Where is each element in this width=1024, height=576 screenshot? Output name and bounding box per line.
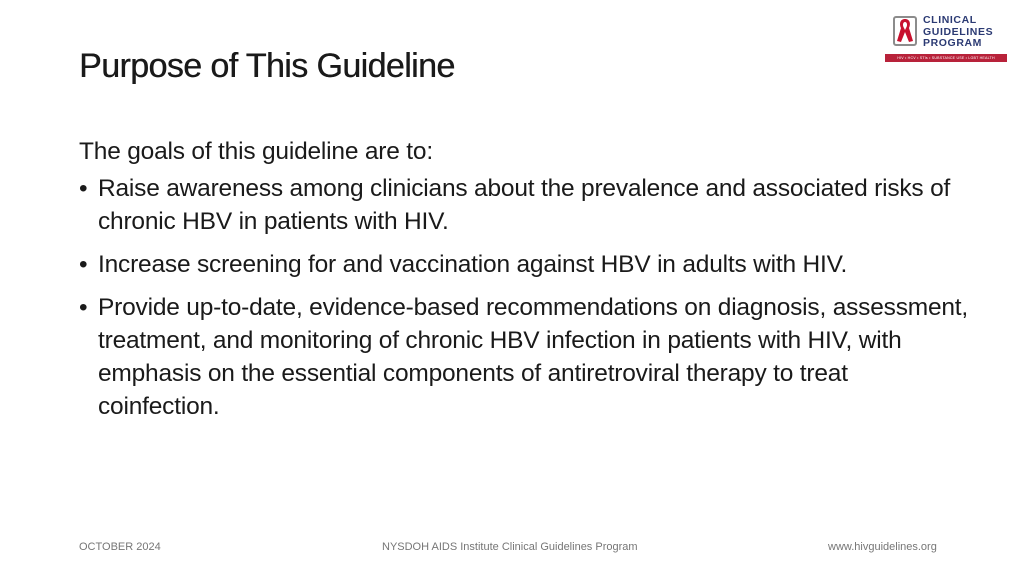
footer-date: OCTOBER 2024 xyxy=(79,541,161,553)
list-item-text: Raise awareness among clinicians about the prevalence and associated risks of chronic HBV in patients with HIV. xyxy=(98,175,951,235)
footer-url: www.hivguidelines.org xyxy=(828,541,937,553)
list-item xyxy=(79,172,969,238)
list-item-text: Increase screening for and vaccination against HBV in adults with HIV. xyxy=(98,251,848,278)
list-item xyxy=(79,291,969,423)
intro-text: The goals of this guideline are to: xyxy=(79,138,433,165)
bullet-icon: • xyxy=(79,251,88,278)
logo-line-3: PROGRAM xyxy=(923,37,983,49)
goals-list xyxy=(79,172,969,423)
bullet-icon: • xyxy=(79,175,88,202)
logo-tagline: HIV • HCV • STIs • SUBSTANCE USE • LGBT HEALTH xyxy=(885,54,1007,62)
slide-title: Purpose of This Guideline xyxy=(79,47,455,85)
logo-line-1: CLINICAL xyxy=(923,14,977,26)
clinical-guidelines-program-logo xyxy=(885,14,1009,64)
list-item-text: Provide up-to-date, evidence-based recommendations on diagnosis, assessment, treatment, and monitoring of chronic HBV infection in patients with HIV, with emphasis on the essential components of antiretroviral therapy to treat coinfection. xyxy=(98,294,969,420)
bullet-icon: • xyxy=(79,294,88,321)
list-item xyxy=(79,248,969,281)
slide-body xyxy=(79,135,969,433)
footer-organization: NYSDOH AIDS Institute Clinical Guidelines Program xyxy=(382,541,638,553)
logo-wordmark xyxy=(923,15,993,50)
red-ribbon-icon xyxy=(896,17,914,45)
logo-line-2: GUIDELINES xyxy=(923,25,994,38)
